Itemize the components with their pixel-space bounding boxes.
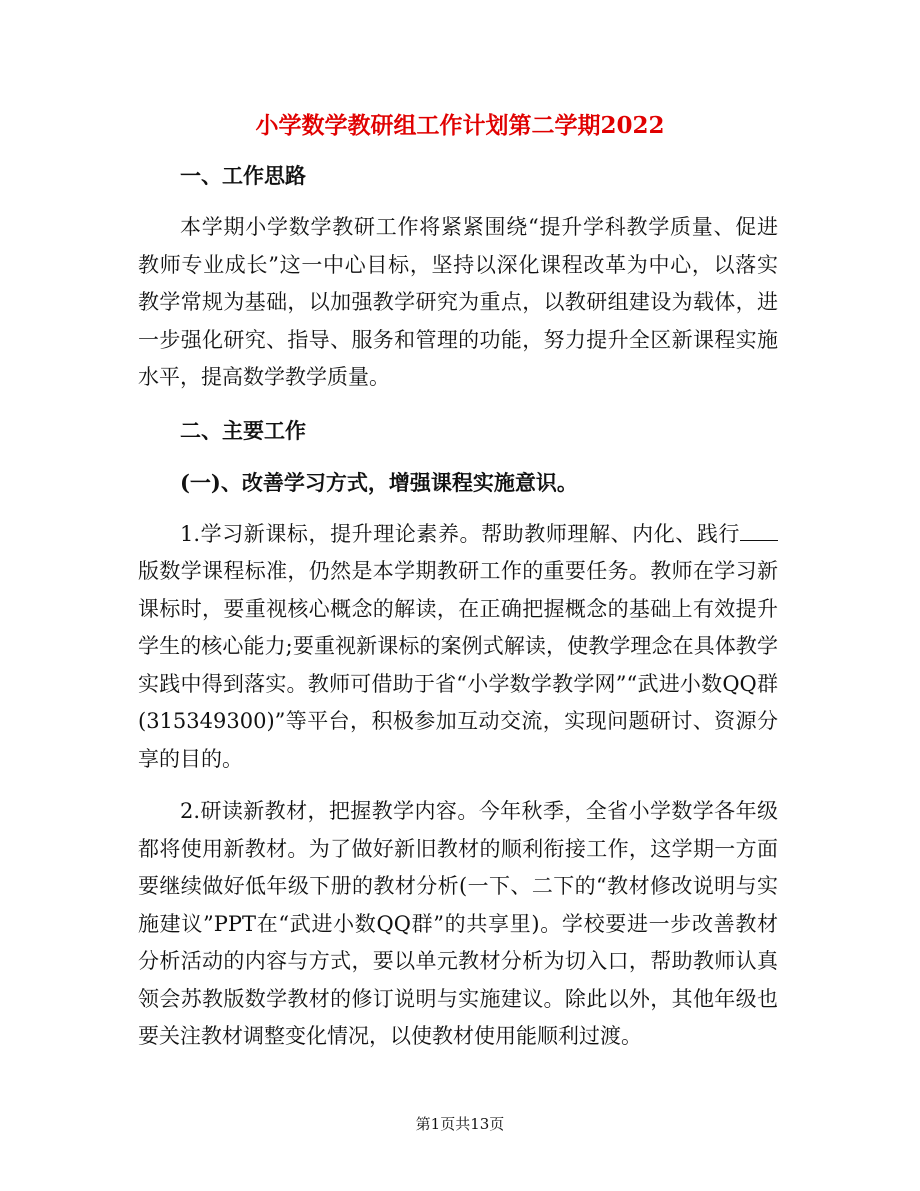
- section-heading-work-ideas: 一、工作思路: [180, 163, 306, 188]
- item-1-text-after-blank: 版数学课程标准，仍然是本学期教研工作的重要任务。教师在学习新课标时，要重视核心概念的解读，在正确把握概念的基础上有效提升学生的核心能力;要重视新课标的案例式解读，使教学理念在具体教学实践中得到落实。教师可借助于省“小学数学教学网”“武进小数QQ群(315349300)”等平台，积极参加互动交流，实现问题研讨、资源分享的目的。: [138, 559, 778, 771]
- section-heading-main-work: 二、主要工作: [180, 417, 306, 443]
- item-2-number: 2.: [180, 799, 201, 823]
- fill-in-blank-line: [740, 518, 778, 541]
- document-title: 小学数学教研组工作计划第二学期2022: [255, 112, 665, 139]
- paragraph-item-2: [138, 793, 778, 1056]
- paragraph-work-ideas: 本学期小学数学教研工作将紧紧围绕“提升学科教学质量、促进教师专业成长”这一中心目标，坚持以深化课程改革为中心，以落实教学常规为基础，以加强教学研究为重点，以教研组建设为载体，进一步强化研究、指导、服务和管理的功能，努力提升全区新课程实施水平，提高数学教学质量。: [138, 215, 778, 389]
- item-2-text: 研读新教材，把握教学内容。今年秋季，全省小学数学各年级都将使用新教材。为了做好新旧教材的顺利衔接工作，这学期一方面要继续做好低年级下册的教材分析(一下、二下的“教材修改说明与实施建议”PPT在“武进小数QQ群”的共享里)。学校要进一步改善教材分析活动的内容与方式，要以单元教材分析为切入口，帮助教师认真领会苏教版数学教材的修订说明与实施建议。除此以外，其他年级也要关注教材调整变化情况，以使教材使用能顺利过渡。: [138, 799, 778, 1048]
- subsection-heading-learning-methods: (一)、改善学习方式，增强课程实施意识。: [180, 469, 578, 495]
- paragraph-item-1: [138, 516, 778, 779]
- item-1-text-before-blank: 学习新课标，提升理论素养。帮助教师理解、内化、践行: [200, 521, 740, 546]
- document-body: [138, 157, 778, 1056]
- item-1-number: 1.: [180, 521, 201, 546]
- page-number-footer: 第1页共13页: [415, 1115, 505, 1133]
